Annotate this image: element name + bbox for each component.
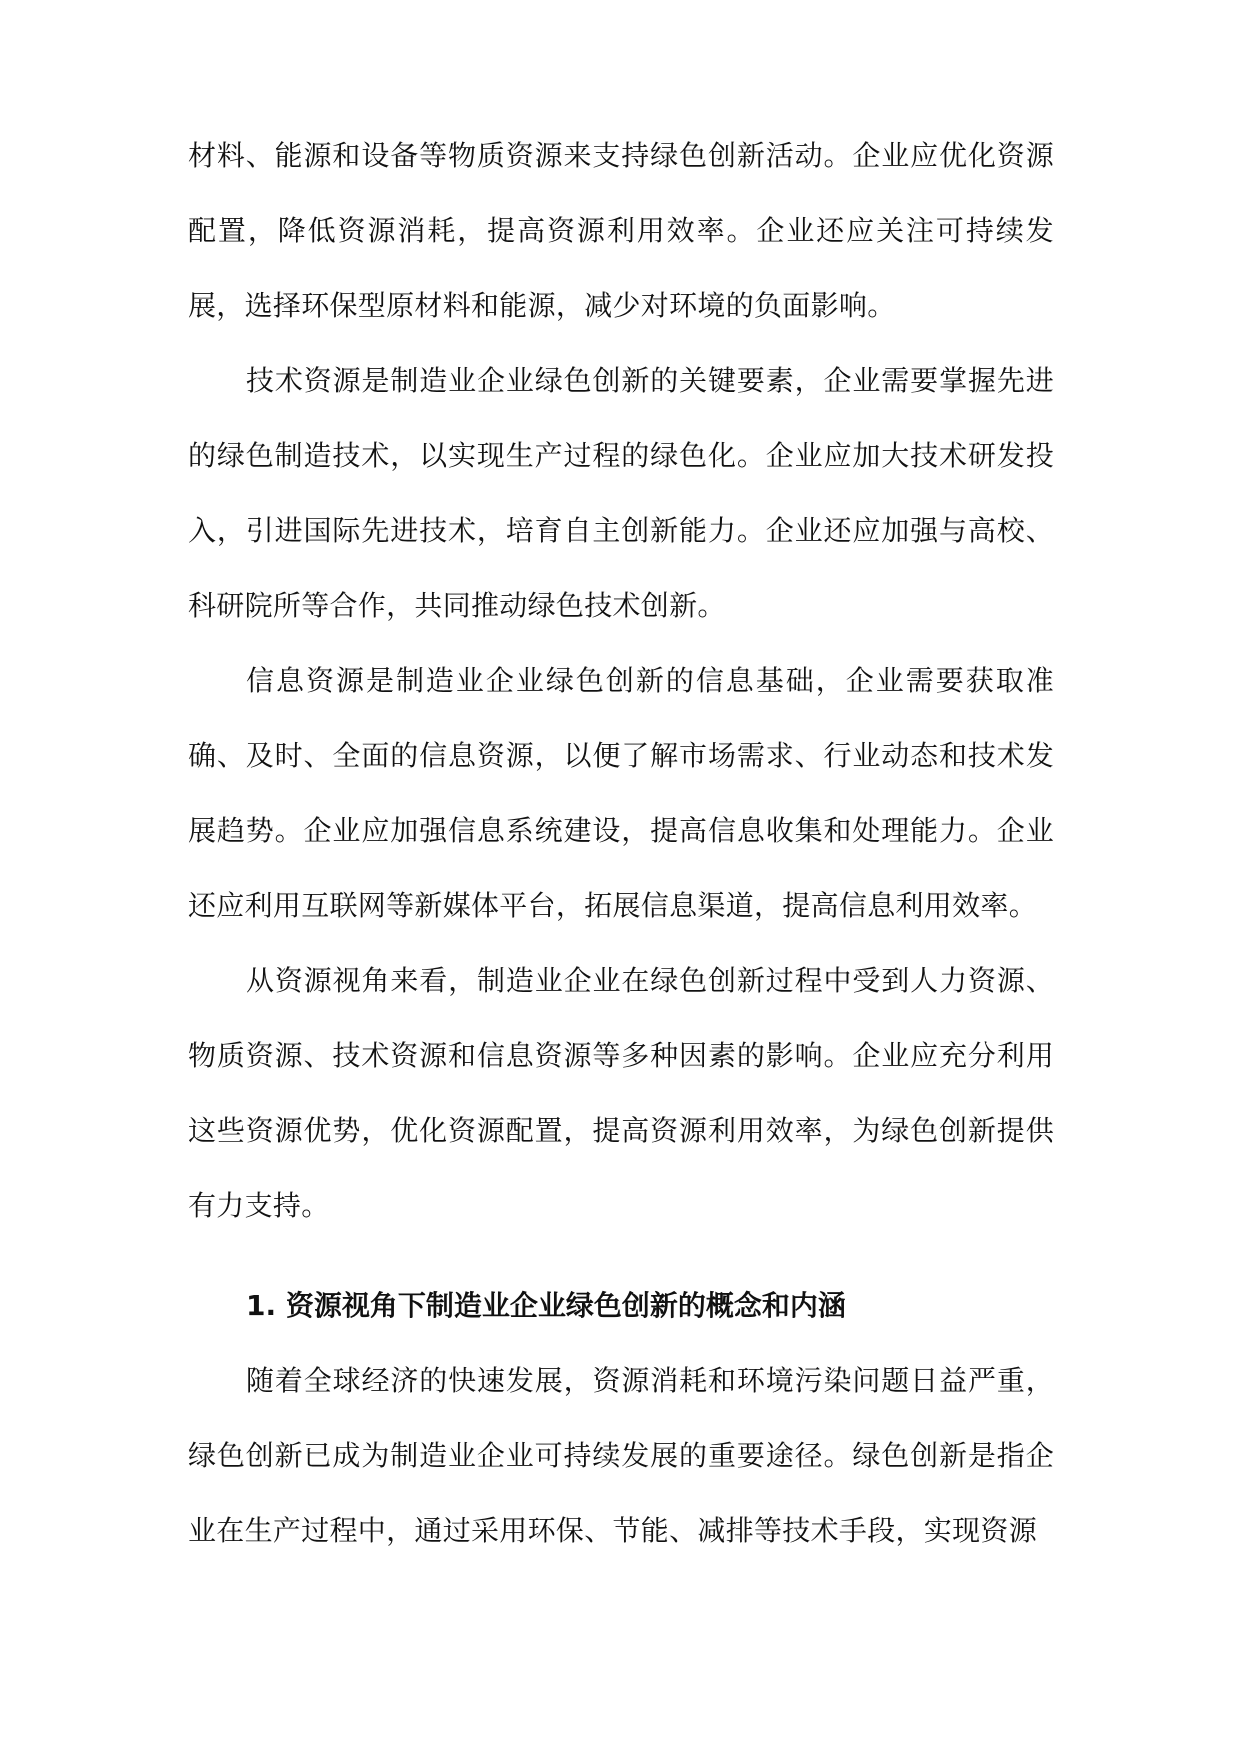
paragraph-information-resources: 信息资源是制造业企业绿色创新的信息基础，企业需要获取准确、及时、全面的信息资源，以便了解市场需求、行业动态和技术发展趋势。企业应加强信息系统建设，提高信息收集和处理能力。企业还应利用互联网等新媒体平台，拓展信息渠道，提高信息利用效率。	[188, 664, 1054, 922]
paragraph-green-innovation-concept: 随着全球经济的快速发展，资源消耗和环境污染问题日益严重，绿色创新已成为制造业企业可持续发展的重要途径。绿色创新是指企业在生产过程中，通过采用环保、节能、减排等技术手段，实现资源	[188, 1364, 1054, 1547]
paragraph-material-resources: 材料、能源和设备等物质资源来支持绿色创新活动。企业应优化资源配置，降低资源消耗，提高资源利用效率。企业还应关注可持续发展，选择环保型原材料和能源，减少对环境的负面影响。	[188, 139, 1054, 322]
paragraph-resource-perspective-summary: 从资源视角来看，制造业企业在绿色创新过程中受到人力资源、物质资源、技术资源和信息资源等多种因素的影响。企业应充分利用这些资源优势，优化资源配置，提高资源利用效率，为绿色创新提供有力支持。	[188, 964, 1054, 1222]
paragraph-technical-resources: 技术资源是制造业企业绿色创新的关键要素，企业需要掌握先进的绿色制造技术，以实现生产过程的绿色化。企业应加大技术研发投入，引进国际先进技术，培育自主创新能力。企业还应加强与高校、科研院所等合作，共同推动绿色技术创新。	[188, 364, 1054, 622]
section-heading: 1. 资源视角下制造业企业绿色创新的概念和内涵	[246, 1289, 846, 1322]
